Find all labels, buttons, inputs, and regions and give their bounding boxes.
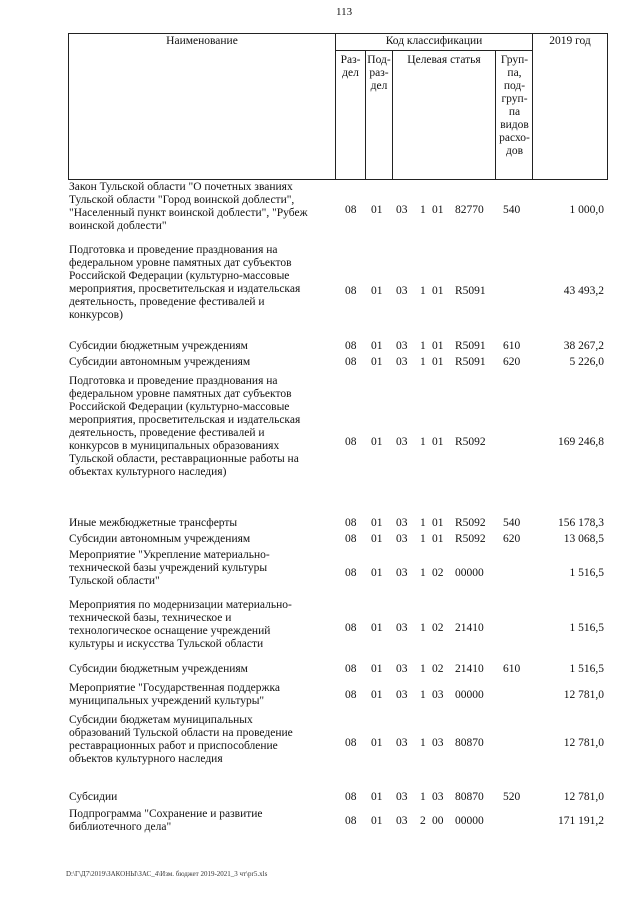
row-name-line: Подготовка и проведение празднования на [69, 375, 278, 387]
header-razdel-line: дел [342, 67, 359, 79]
row-name-line: конкурсов в муниципальных образованиях [69, 440, 280, 452]
row-name-line: Тульской области" [69, 575, 160, 587]
header-name: Наименование [166, 35, 238, 47]
header-group-line: па [508, 106, 521, 118]
row-name-line: Тульской области, реставрационные работы на [69, 453, 299, 465]
razdel-cell: 08 [345, 533, 357, 545]
row-name-line: Субсидии бюджетным учреждениям [69, 663, 248, 675]
razdel-cell: 08 [345, 285, 357, 297]
target-code-3: 01 [432, 356, 444, 368]
target-code-2: 1 [420, 340, 426, 352]
page-number: 113 [336, 6, 353, 18]
razdel-cell: 08 [345, 815, 357, 827]
row-name-line: Субсидии бюджетным учреждениям [69, 340, 248, 352]
target-code-3: 02 [432, 622, 444, 634]
row-name-line: технической базы учреждений культуры [69, 562, 268, 574]
group-cell: 540 [503, 204, 521, 216]
group-cell: 620 [503, 356, 521, 368]
podrazdel-cell: 01 [371, 622, 383, 634]
row-name-line: технологическое оснащение учреждений [69, 625, 271, 637]
row-name-line: Подпрограмма "Сохранение и развитие [69, 808, 263, 820]
amount-cell: 12 781,0 [563, 689, 604, 701]
amount-cell: 12 781,0 [563, 737, 604, 749]
podrazdel-cell: 01 [371, 737, 383, 749]
row-name-line: деятельность, проведение фестивалей и [69, 427, 265, 439]
target-code-1: 03 [396, 689, 408, 701]
row-name [69, 375, 337, 479]
row-name-line: Субсидии автономным учреждениям [69, 356, 251, 368]
podrazdel-cell: 01 [371, 689, 383, 701]
podrazdel-cell: 01 [371, 517, 383, 529]
target-code-4: 80870 [455, 791, 484, 803]
razdel-cell: 08 [345, 436, 357, 448]
target-code-4: 00000 [455, 689, 484, 701]
amount-cell: 43 493,2 [563, 285, 604, 297]
amount-cell: 156 178,3 [558, 517, 604, 529]
header-group-line: расхо- [499, 132, 530, 144]
header-group-line: Груп- [500, 54, 529, 66]
target-code-2: 1 [420, 791, 426, 803]
amount-cell: 5 226,0 [569, 356, 604, 368]
razdel-cell: 08 [345, 737, 357, 749]
row-name [69, 599, 337, 651]
target-code-2: 1 [420, 436, 426, 448]
target-code-4: 80870 [455, 737, 484, 749]
target-code-1: 03 [396, 622, 408, 634]
row-name-line: технической базы, техническое и [69, 612, 232, 624]
target-code-1: 03 [396, 204, 408, 216]
row-name-line: конкурсов) [69, 309, 123, 321]
header-year: 2019 год [549, 35, 591, 47]
header-col-divider [392, 50, 393, 180]
razdel-cell: 08 [345, 567, 357, 579]
group-cell: 620 [503, 533, 521, 545]
header-podrazdel-line: Под- [367, 54, 391, 66]
target-code-1: 03 [396, 436, 408, 448]
podrazdel-cell: 01 [371, 815, 383, 827]
target-code-2: 1 [420, 663, 426, 675]
amount-cell: 169 246,8 [558, 436, 604, 448]
row-name-line: муниципальных учреждений культуры" [69, 695, 265, 707]
row-name [69, 517, 337, 530]
razdel-cell: 08 [345, 689, 357, 701]
target-code-2: 1 [420, 356, 426, 368]
row-name [69, 714, 337, 766]
row-name [69, 244, 337, 322]
target-code-3: 03 [432, 689, 444, 701]
row-name-line: объектов культурного наследия [69, 753, 223, 765]
target-code-2: 1 [420, 622, 426, 634]
row-name-line: "Населенный пункт воинской доблести", "Рубеж [69, 207, 308, 219]
podrazdel-cell: 01 [371, 567, 383, 579]
row-name-line: деятельность, проведение фестивалей и [69, 296, 265, 308]
row-name-line: библиотечного дела" [69, 821, 172, 833]
header-target: Целевая статья [407, 54, 481, 66]
target-code-2: 1 [420, 517, 426, 529]
group-cell: 520 [503, 791, 521, 803]
amount-cell: 171 191,2 [558, 815, 604, 827]
razdel-cell: 08 [345, 340, 357, 352]
row-name-line: объектах культурного наследия) [69, 466, 227, 478]
target-code-1: 03 [396, 815, 408, 827]
group-cell: 610 [503, 340, 521, 352]
target-code-3: 01 [432, 517, 444, 529]
target-code-1: 03 [396, 567, 408, 579]
target-code-1: 03 [396, 285, 408, 297]
target-code-3: 03 [432, 737, 444, 749]
target-code-1: 03 [396, 737, 408, 749]
target-code-2: 1 [420, 567, 426, 579]
target-code-4: 21410 [455, 663, 484, 675]
header-podrazdel [366, 54, 392, 93]
amount-cell: 1 516,5 [569, 622, 604, 634]
target-code-3: 01 [432, 340, 444, 352]
amount-cell: 1 516,5 [569, 567, 604, 579]
header-razdel [336, 54, 365, 80]
target-code-3: 01 [432, 533, 444, 545]
razdel-cell: 08 [345, 663, 357, 675]
podrazdel-cell: 01 [371, 204, 383, 216]
row-name [69, 663, 337, 676]
target-code-3: 01 [432, 436, 444, 448]
target-code-2: 1 [420, 689, 426, 701]
target-code-1: 03 [396, 533, 408, 545]
row-name [69, 533, 337, 546]
header-group-line: под- [503, 80, 526, 92]
header-razdel-line: Раз- [340, 54, 361, 66]
row-name-line: Субсидии автономным учреждениям [69, 533, 251, 545]
razdel-cell: 08 [345, 204, 357, 216]
target-code-2: 1 [420, 285, 426, 297]
row-name-line: Субсидии бюджетам муниципальных [69, 714, 253, 726]
target-code-4: R5091 [455, 356, 486, 368]
target-code-1: 03 [396, 340, 408, 352]
target-code-1: 03 [396, 356, 408, 368]
header-year-cell [532, 33, 608, 180]
podrazdel-cell: 01 [371, 356, 383, 368]
target-code-4: 82770 [455, 204, 484, 216]
row-name-line: Российской Федерации (культурно-массовые [69, 401, 290, 413]
target-code-3: 01 [432, 285, 444, 297]
row-name-line: федеральном уровне памятных дат субъектов [69, 257, 292, 269]
target-code-1: 03 [396, 517, 408, 529]
row-name-line: Подготовка и проведение празднования на [69, 244, 278, 256]
amount-cell: 12 781,0 [563, 791, 604, 803]
row-name-line: Российской Федерации (культурно-массовые [69, 270, 290, 282]
podrazdel-cell: 01 [371, 791, 383, 803]
row-name-line: Мероприятие "Укрепление материально- [69, 549, 270, 561]
razdel-cell: 08 [345, 517, 357, 529]
header-classification: Код классификации [385, 35, 483, 47]
target-code-2: 1 [420, 533, 426, 545]
razdel-cell: 08 [345, 791, 357, 803]
target-code-3: 01 [432, 204, 444, 216]
target-code-4: R5091 [455, 340, 486, 352]
target-code-4: 00000 [455, 815, 484, 827]
row-name-line: воинской доблести" [69, 220, 167, 232]
target-code-1: 03 [396, 791, 408, 803]
target-code-3: 02 [432, 567, 444, 579]
target-code-4: 00000 [455, 567, 484, 579]
target-code-2: 1 [420, 737, 426, 749]
target-code-4: R5091 [455, 285, 486, 297]
amount-cell: 38 267,2 [563, 340, 604, 352]
row-name-line: мероприятия, просветительская и издательская [69, 283, 301, 295]
row-name-line: образований Тульской области на проведение [69, 727, 293, 739]
row-name-line: культуры и искусства Тульской области [69, 638, 264, 650]
target-code-3: 00 [432, 815, 444, 827]
row-name [69, 549, 337, 588]
header-group [496, 54, 533, 158]
row-name-line: Мероприятия по модернизации материально- [69, 599, 292, 611]
podrazdel-cell: 01 [371, 533, 383, 545]
row-name-line: Тульской области "Город воинской доблести", [69, 194, 295, 206]
file-path: D:\Г\Д7\2019\ЗАКОНЫ\ЗАС_4\Изм. бюджет 2019-2021_3 чт\pr5.xls [66, 870, 268, 878]
target-code-2: 2 [420, 815, 426, 827]
row-name [69, 181, 337, 233]
podrazdel-cell: 01 [371, 436, 383, 448]
row-name [69, 356, 337, 369]
target-code-4: R5092 [455, 436, 486, 448]
target-code-4: R5092 [455, 533, 486, 545]
header-group-line: видов [500, 119, 529, 131]
row-name [69, 791, 337, 804]
razdel-cell: 08 [345, 356, 357, 368]
header-podrazdel-line: раз- [369, 67, 389, 79]
header-group-line: па, [507, 67, 522, 79]
row-name-line: федеральном уровне памятных дат субъектов [69, 388, 292, 400]
target-code-1: 03 [396, 663, 408, 675]
target-code-4: R5092 [455, 517, 486, 529]
header-group-line: дов [505, 145, 524, 157]
row-name [69, 682, 337, 708]
row-name-line: Мероприятие "Государственная поддержка [69, 682, 281, 694]
row-name-line: мероприятия, просветительская и издательская [69, 414, 301, 426]
razdel-cell: 08 [345, 622, 357, 634]
target-code-4: 21410 [455, 622, 484, 634]
amount-cell: 13 068,5 [563, 533, 604, 545]
row-name [69, 340, 337, 353]
header-group-line: груп- [501, 93, 528, 105]
podrazdel-cell: 01 [371, 340, 383, 352]
podrazdel-cell: 01 [371, 285, 383, 297]
target-code-2: 1 [420, 204, 426, 216]
group-cell: 610 [503, 663, 521, 675]
group-cell: 540 [503, 517, 521, 529]
row-name [69, 808, 337, 834]
podrazdel-cell: 01 [371, 663, 383, 675]
row-name-line: Иные межбюджетные трансферты [69, 517, 238, 529]
row-name-line: Субсидии [69, 791, 118, 803]
row-name-line: реставрационных работ и приспособление [69, 740, 278, 752]
target-code-3: 02 [432, 663, 444, 675]
amount-cell: 1 516,5 [569, 663, 604, 675]
row-name-line: Закон Тульской области "О почетных званиях [69, 181, 293, 193]
header-name-cell [68, 33, 336, 180]
header-podrazdel-line: дел [370, 80, 388, 92]
target-code-3: 03 [432, 791, 444, 803]
amount-cell: 1 000,0 [569, 204, 604, 216]
